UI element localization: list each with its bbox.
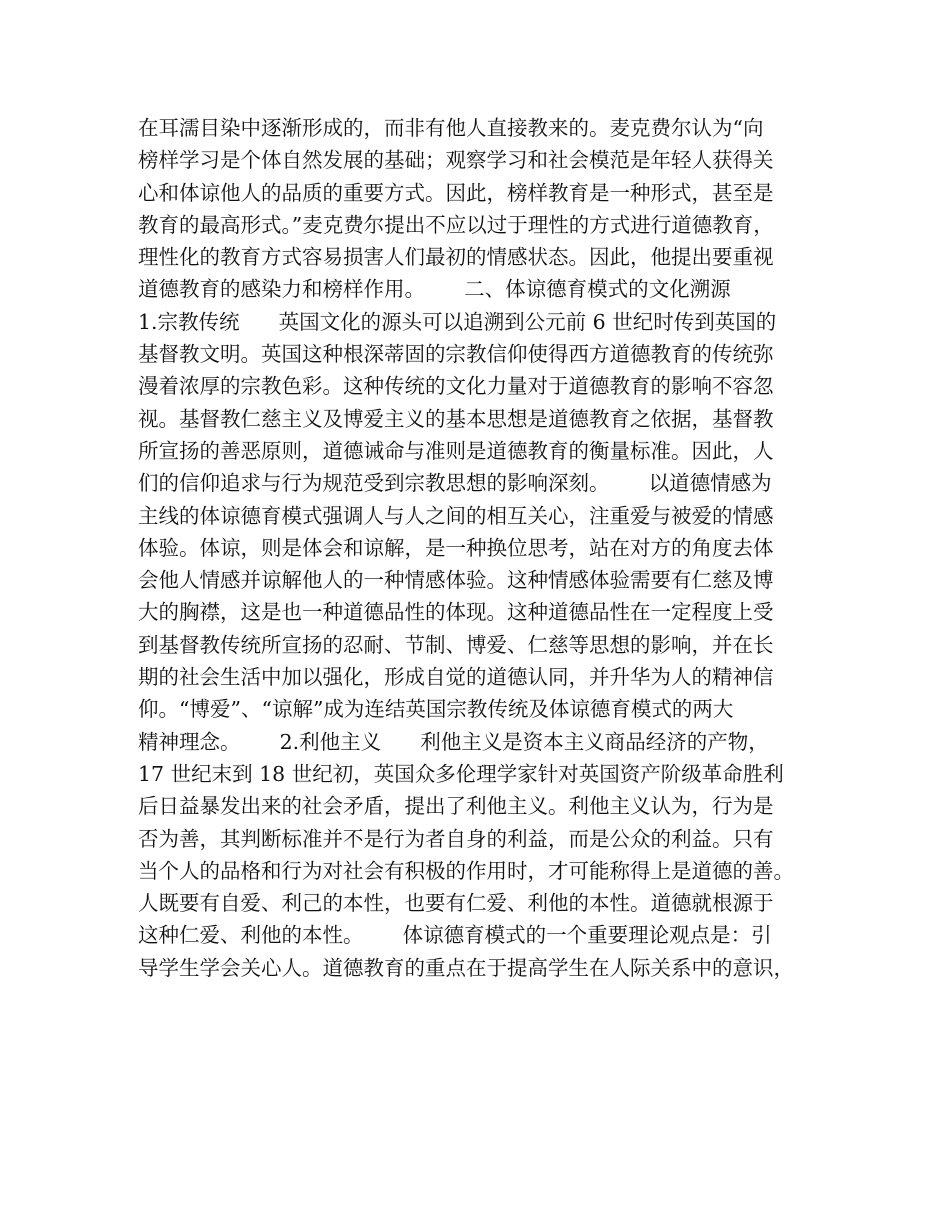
text-line: 到基督教传统所宣扬的忍耐、节制、博爱、仁慈等思想的影响，并在长 [138, 632, 774, 657]
text-line: 精神理念。 2.利他主义 利他主义是资本主义商品经济的产物， [138, 729, 769, 754]
text-line: 所宣扬的善恶原则，道德诫命与准则是道德教育的衡量标准。因此，人 [138, 438, 774, 463]
text-line: 道德教育的感染力和榜样作用。 二、体谅德育模式的文化溯源 [138, 277, 731, 302]
text-line: 17 世纪末到 18 世纪初，英国众多伦理学家针对英国资产阶级革命胜利 [138, 761, 784, 786]
text-line: 后日益暴发出来的社会矛盾，提出了利他主义。利他主义认为，行为是 [138, 794, 774, 819]
text-line: 当个人的品格和行为对社会有积极的作用时，才可能称得上是道德的善。 [138, 858, 794, 883]
text-line: 这种仁爱、利他的本性。 体谅德育模式的一个重要理论观点是：引 [138, 923, 772, 948]
text-line: 理性化的教育方式容易损害人们最初的情感状态。因此，他提出要重视 [138, 245, 774, 270]
text-line: 人既要有自爱、利己的本性，也要有仁爱、利他的本性。道德就根源于 [138, 891, 774, 916]
text-line: 基督教文明。英国这种根深蒂固的宗教信仰使得西方道德教育的传统弥 [138, 342, 774, 367]
text-line: 否为善，其判断标准并不是行为者自身的利益，而是公众的利益。只有 [138, 826, 774, 851]
text-line: 漫着浓厚的宗教色彩。这种传统的文化力量对于道德教育的影响不容忽 [138, 374, 774, 399]
text-line: 会他人情感并谅解他人的一种情感体验。这种情感体验需要有仁慈及博 [138, 568, 774, 593]
text-line: 们的信仰追求与行为规范受到宗教思想的影响深刻。 以道德情感为 [138, 471, 772, 496]
text-line: 大的胸襟，这是也一种道德品性的体现。这种道德品性在一定程度上受 [138, 600, 774, 625]
text-line: 仰。“博爱”、“谅解”成为连结英国宗教传统及体谅德育模式的两大 [138, 697, 734, 722]
text-line: 期的社会生活中加以强化，形成自觉的道德认同，并升华为人的精神信 [138, 665, 774, 690]
text-line: 教育的最高形式。”麦克费尔提出不应以过于理性的方式进行道德教育， [138, 212, 774, 237]
text-line: 在耳濡目染中逐渐形成的，而非有他人直接教来的。麦克费尔认为“向 [138, 116, 764, 140]
text-line: 体验。体谅，则是体会和谅解，是一种换位思考，站在对方的角度去体 [138, 535, 774, 560]
text-line: 主线的体谅德育模式强调人与人之间的相互关心，注重爱与被爱的情感 [138, 503, 774, 528]
text-line: 1.宗教传统 英国文化的源头可以追溯到公元前 6 世纪时传到英国的 [138, 309, 777, 334]
text-line: 导学生学会关心人。道德教育的重点在于提高学生在人际关系中的意识， [138, 955, 794, 980]
body-text [138, 112, 822, 984]
text-line: 视。基督教仁慈主义及博爱主义的基本思想是道德教育之依据，基督教 [138, 406, 774, 431]
text-line: 心和体谅他人的品质的重要方式。因此，榜样教育是一种形式，甚至是 [138, 180, 774, 205]
text-line: 榜样学习是个体自然发展的基础；观察学习和社会模范是年轻人获得关 [138, 148, 774, 173]
